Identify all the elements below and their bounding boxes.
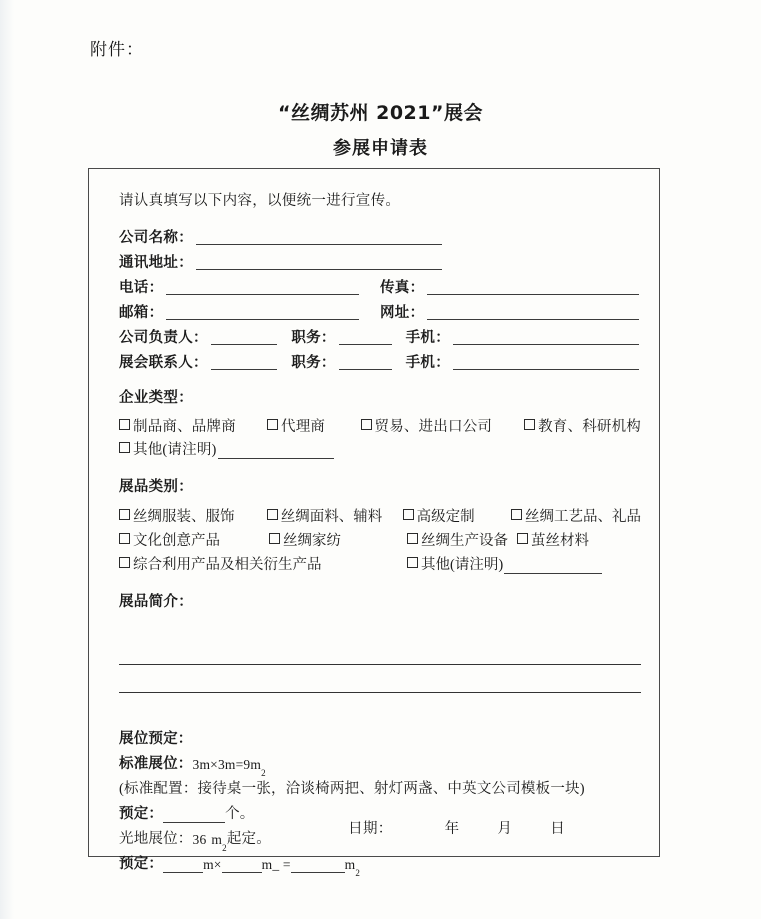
form-instruction: 请认真填写以下内容，以便统一进行宣传。 [119,193,401,209]
label-website: 网址： [380,304,425,321]
unit-reserve-count: 个。 [225,806,255,822]
input-company-name[interactable] [196,229,442,245]
document-subtitle: 参展申请表 [333,138,428,159]
input-head-title[interactable] [339,329,392,345]
field-row-company-name [119,220,641,245]
checkbox-icon[interactable] [407,533,418,544]
input-fax[interactable] [427,279,639,295]
field-row-company-head [119,320,641,345]
checkbox-option-silk-fabric[interactable] [267,505,403,526]
label-year: 年 [444,821,460,837]
checkbox-option-cocoon-silk-material[interactable] [517,529,589,550]
label-day: 日 [550,821,565,837]
label-head-mobile: 手机： [405,329,450,346]
checkbox-option-silk-apparel[interactable] [119,505,267,526]
label-show-contact: 展会联系人： [119,354,208,371]
field-row-show-contact [119,345,641,370]
label-contact-mobile: 手机： [405,354,450,371]
input-email[interactable] [166,304,358,320]
checkbox-icon[interactable] [269,533,280,544]
checkbox-icon[interactable] [119,419,130,430]
checkbox-option-trade[interactable] [361,415,525,436]
checkbox-icon[interactable] [119,442,130,453]
exhibit-category-row-1 [119,502,641,526]
value-standard-booth: 3m×3m=9m [192,757,262,772]
section-enterprise-type [119,386,641,459]
label-telephone: 电话： [119,279,164,296]
label-month: 月 [497,821,513,837]
option-label: 丝绸面料、辅料 [280,509,383,525]
field-row-telephone-fax [119,270,641,295]
exhibit-category-title: 展品类别： [119,479,193,495]
application-form-box [88,168,660,878]
option-label: 茧丝材料 [531,533,589,549]
label-contact-title: 职务： [291,354,336,371]
input-head-mobile[interactable] [453,329,639,345]
enterprise-type-title: 企业类型： [119,390,193,406]
booth-reserve-area-row: 预定： m× m_ = m 2 [119,848,641,873]
checkbox-option-silk-home-textile[interactable] [269,529,407,550]
option-label: 文化创意产品 [133,533,220,549]
attachment-label: 附件： [90,40,144,59]
checkbox-icon[interactable] [267,419,278,430]
field-row-address [119,245,641,270]
input-contact-mobile[interactable] [453,354,639,370]
input-contact-title[interactable] [339,354,392,370]
section-booth-reservation [119,723,641,878]
checkbox-option-cultural-creative[interactable] [119,529,269,550]
checkbox-icon[interactable] [119,509,130,520]
checkbox-option-agent[interactable] [267,415,360,436]
label-reserve-count: 预定： [119,806,164,822]
checkbox-option-silk-craft-gifts[interactable] [511,505,641,526]
checkbox-option-haute-couture[interactable] [403,505,511,526]
label-company-name: 公司名称： [119,229,193,246]
checkbox-option-other[interactable] [119,438,217,459]
option-label: 制品商、品牌商 [133,419,236,435]
input-reserve-depth[interactable] [222,859,262,873]
booth-config-note-row [119,773,641,798]
document-title: “丝绸苏州 2021”展会 [278,102,483,124]
input-enterprise-type-other[interactable] [218,444,334,459]
input-exhibit-intro-line-2[interactable] [119,665,641,693]
checkbox-icon[interactable] [517,533,528,544]
input-telephone[interactable] [166,279,358,295]
value-raw-space: 36 [192,832,207,847]
section-exhibit-intro [119,590,641,693]
label-date: 日期： [348,821,393,837]
option-label: 高级定制 [416,509,475,525]
label-email: 邮箱： [119,304,164,321]
booth-raw-space-row: 光地展位： 36 m 2 起定。 [119,823,641,848]
input-reserve-total-area[interactable] [291,859,345,873]
option-label: 代理商 [281,419,326,435]
option-label: 丝绸家纺 [283,533,341,549]
input-website[interactable] [427,304,639,320]
booth-title: 展位预定： [119,731,193,747]
checkbox-option-comprehensive-use[interactable] [119,553,407,574]
option-label: 丝绸服装、服饰 [133,509,235,525]
input-show-contact[interactable] [211,354,278,370]
label-standard-booth: 标准展位： [119,756,193,772]
field-row-email-website [119,295,641,320]
exhibit-intro-lines [119,637,641,693]
section-exhibit-category [119,475,641,574]
label-company-head: 公司负责人： [119,329,208,346]
checkbox-icon[interactable] [267,509,278,520]
checkbox-option-category-other[interactable] [407,553,503,574]
label-head-title: 职务： [291,329,336,346]
input-address[interactable] [196,254,442,270]
label-raw-space: 光地展位： [119,831,193,847]
option-label: 丝绸工艺品、礼品 [525,509,641,525]
checkbox-icon[interactable] [119,557,130,568]
option-label: 其他(请注明) [421,557,504,573]
unit-reserve-total: m [344,857,356,872]
checkbox-icon[interactable] [407,557,418,568]
enterprise-type-row-2 [119,436,641,459]
unit-raw-space: m [211,832,223,847]
enterprise-type-row-1 [119,413,641,436]
checkbox-option-manufacturer[interactable] [119,415,267,436]
unit-reserve-depth: m_ = [261,857,291,872]
booth-title-row [119,723,641,748]
input-company-head[interactable] [211,329,278,345]
input-exhibit-category-other[interactable] [504,559,602,574]
checkbox-icon[interactable] [524,419,535,430]
exhibit-category-row-3 [119,550,641,574]
label-address: 通讯地址： [119,254,193,271]
label-fax: 传真： [380,279,425,296]
checkbox-icon[interactable] [403,509,414,520]
checkbox-icon[interactable] [511,509,522,520]
option-label: 教育、科研机构 [538,419,641,435]
option-label: 丝绸生产设备 [421,533,508,549]
exhibit-category-row-2 [119,526,641,550]
unit-reserve-width: m× [203,857,222,872]
date-footer [119,817,639,838]
option-label: 综合利用产品及相关衍生产品 [133,557,322,573]
option-label: 其他(请注明) [133,442,217,458]
label-reserve-area: 预定： [119,856,164,872]
input-reserve-width[interactable] [163,859,203,873]
option-label: 贸易、进出口公司 [374,419,493,435]
input-exhibit-intro-line-1[interactable] [119,637,641,665]
booth-standard-row: 标准展位： 3m×3m=9m 2 [119,748,641,773]
checkbox-option-silk-equipment[interactable] [407,529,517,550]
checkbox-icon[interactable] [361,419,372,430]
tail-raw-space: 起定。 [226,831,271,847]
booth-config-note: (标准配置：接待桌一张，洽谈椅两把、射灯两盏、中英文公司模板一块) [119,781,585,797]
exhibit-intro-title: 展品简介： [119,594,193,610]
checkbox-option-education[interactable] [524,415,641,436]
checkbox-icon[interactable] [119,533,130,544]
